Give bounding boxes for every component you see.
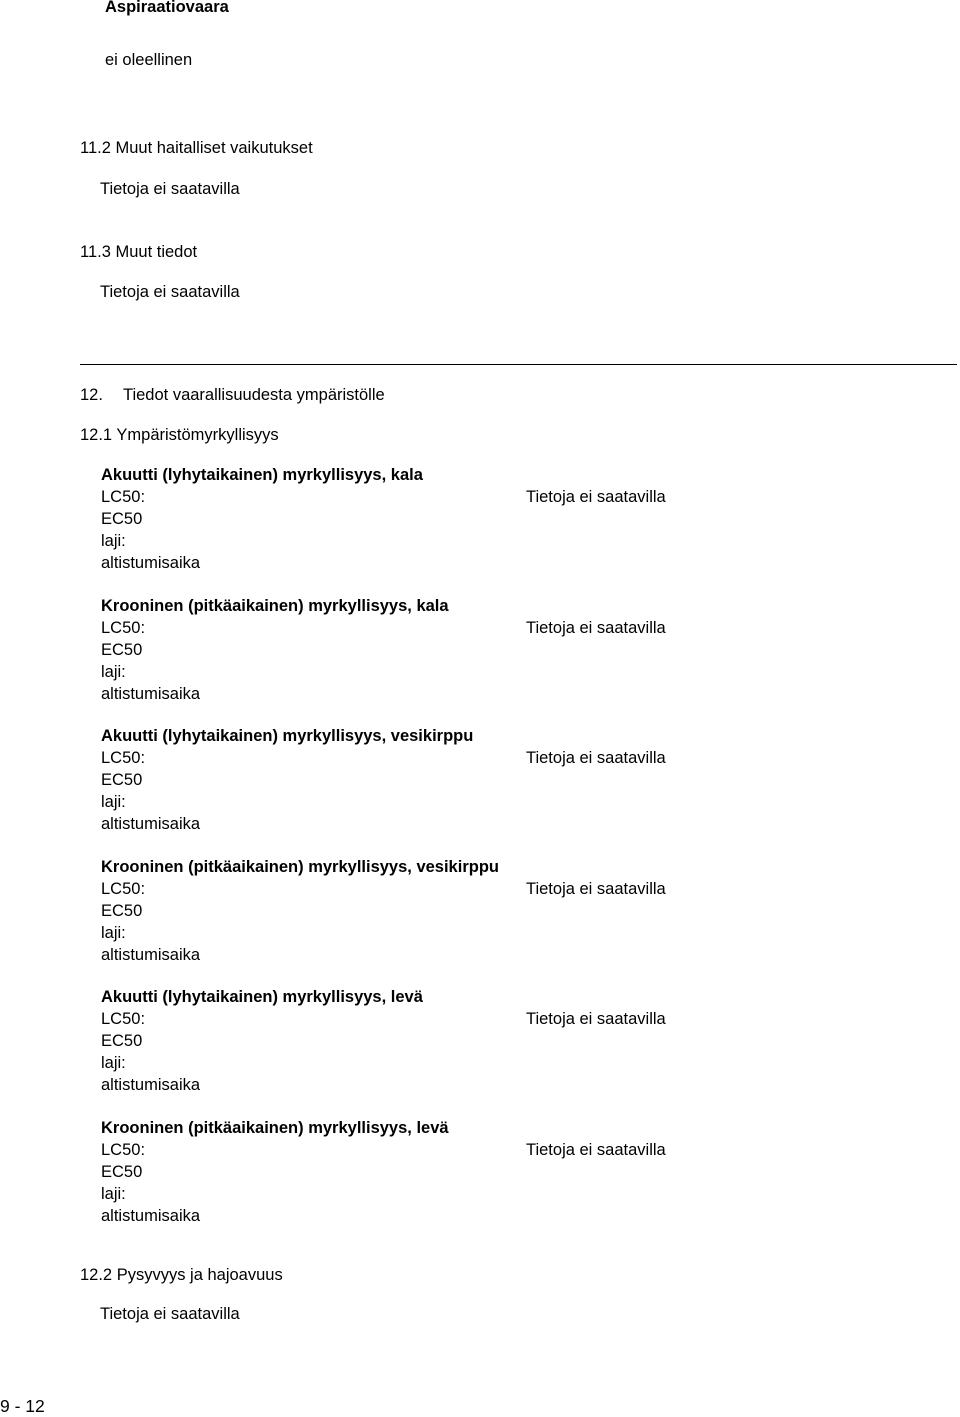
tox-block-value: Tietoja ei saatavilla bbox=[526, 880, 666, 898]
tox-block-heading: Krooninen (pitkäaikainen) myrkyllisyys, levä bbox=[101, 1119, 449, 1137]
altistumisaika-label: altistumisaika bbox=[101, 946, 201, 964]
section-12-2-heading: 12.2 Pysyvyys ja hajoavuus bbox=[80, 1266, 283, 1284]
tox-block-chronic-algae bbox=[101, 1118, 701, 1242]
laji-label: laji: bbox=[101, 663, 126, 681]
tox-block-heading: Akuutti (lyhytaikainen) myrkyllisyys, levä bbox=[101, 988, 423, 1006]
ec50-label: EC50 bbox=[101, 771, 143, 789]
tox-block-heading: Akuutti (lyhytaikainen) myrkyllisyys, vesikirppu bbox=[101, 727, 474, 745]
ec50-label: EC50 bbox=[101, 902, 143, 920]
tox-block-heading: Krooninen (pitkäaikainen) myrkyllisyys, kala bbox=[101, 597, 449, 615]
tox-block-heading: Krooninen (pitkäaikainen) myrkyllisyys, vesikirppu bbox=[101, 858, 499, 876]
ec50-label: EC50 bbox=[101, 1032, 143, 1050]
lc50-label: LC50: bbox=[101, 488, 146, 506]
ec50-label: EC50 bbox=[101, 641, 143, 659]
section-12-number: 12. bbox=[80, 386, 103, 404]
laji-label: laji: bbox=[101, 1054, 126, 1072]
tox-block-heading: Akuutti (lyhytaikainen) myrkyllisyys, kala bbox=[101, 466, 423, 484]
lc50-label: LC50: bbox=[101, 1010, 146, 1028]
lc50-label: LC50: bbox=[101, 1141, 146, 1159]
page-number: 9 - 12 bbox=[0, 1396, 45, 1416]
lc50-label: LC50: bbox=[101, 619, 146, 637]
altistumisaika-label: altistumisaika bbox=[101, 554, 201, 572]
tox-block-value: Tietoja ei saatavilla bbox=[526, 1010, 666, 1028]
tox-block-acute-algae bbox=[101, 987, 701, 1111]
aspiration-value: ei oleellinen bbox=[105, 51, 193, 69]
section-12-title: Tiedot vaarallisuudesta ympäristölle bbox=[123, 386, 385, 404]
tox-block-chronic-daphnia bbox=[101, 857, 701, 981]
tox-block-value: Tietoja ei saatavilla bbox=[526, 619, 666, 637]
ec50-label: EC50 bbox=[101, 1163, 143, 1181]
altistumisaika-label: altistumisaika bbox=[101, 815, 201, 833]
tox-block-chronic-fish bbox=[101, 596, 701, 720]
lc50-label: LC50: bbox=[101, 880, 146, 898]
section-11-2-value: Tietoja ei saatavilla bbox=[100, 180, 240, 198]
altistumisaika-label: altistumisaika bbox=[101, 685, 201, 703]
laji-label: laji: bbox=[101, 1185, 126, 1203]
laji-label: laji: bbox=[101, 532, 126, 550]
tox-block-value: Tietoja ei saatavilla bbox=[526, 1141, 666, 1159]
tox-block-acute-fish bbox=[101, 465, 701, 589]
tox-block-value: Tietoja ei saatavilla bbox=[526, 488, 666, 506]
altistumisaika-label: altistumisaika bbox=[101, 1076, 201, 1094]
aspiration-heading: Aspiraatiovaara bbox=[105, 0, 229, 16]
section-12-1-heading: 12.1 Ympäristömyrkyllisyys bbox=[80, 426, 279, 444]
tox-block-value: Tietoja ei saatavilla bbox=[526, 749, 666, 767]
lc50-label: LC50: bbox=[101, 749, 146, 767]
laji-label: laji: bbox=[101, 793, 126, 811]
ec50-label: EC50 bbox=[101, 510, 143, 528]
section-11-2-heading: 11.2 Muut haitalliset vaikutukset bbox=[80, 139, 313, 157]
altistumisaika-label: altistumisaika bbox=[101, 1207, 201, 1225]
tox-block-acute-daphnia bbox=[101, 726, 701, 850]
section-divider bbox=[80, 364, 957, 365]
section-11-3-heading: 11.3 Muut tiedot bbox=[80, 243, 198, 261]
section-11-3-value: Tietoja ei saatavilla bbox=[100, 283, 240, 301]
laji-label: laji: bbox=[101, 924, 126, 942]
section-12-2-value: Tietoja ei saatavilla bbox=[100, 1305, 240, 1323]
